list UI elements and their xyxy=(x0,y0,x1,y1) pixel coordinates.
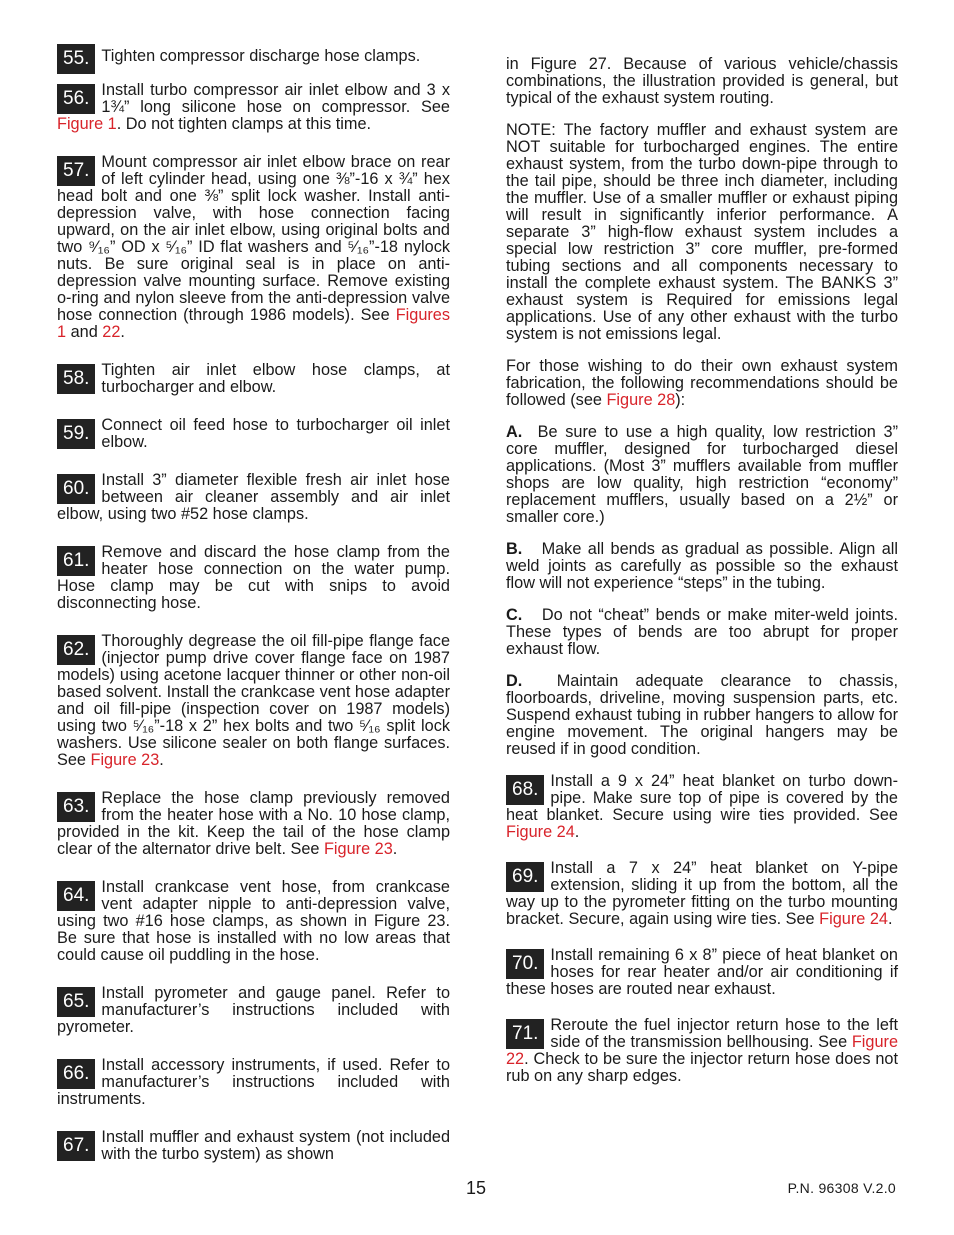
step-67-continued: in Figure 27. Because of various vehicle/chassis combinations, the illustration provided is general, but typical of the exhaust system routing. xyxy=(506,55,898,107)
step-text: Install 3” diameter flexible fresh air inlet hose between air cleaner assembly and air inlet elbow, using two #52 hose clamps. xyxy=(57,471,450,523)
figure-link[interactable]: Figure 22 xyxy=(506,1033,898,1068)
step-text-end: . xyxy=(159,751,164,769)
step-number: 69. xyxy=(506,862,544,892)
figure-link[interactable]: Figure 24 xyxy=(819,910,888,928)
figure-link[interactable]: 22 xyxy=(102,323,121,341)
step-number: 65. xyxy=(57,987,95,1017)
part-number: P.N. 96308 V.2.0 xyxy=(787,1180,896,1196)
step-67 xyxy=(57,1129,450,1163)
step-text-mid: and xyxy=(66,323,103,341)
step-text-end: . xyxy=(120,323,125,341)
step-70 xyxy=(506,947,898,998)
step-text: Tighten compressor discharge hose clamps. xyxy=(101,47,421,65)
step-number: 55. xyxy=(57,44,95,74)
step-61 xyxy=(57,544,450,612)
step-number: 64. xyxy=(57,881,95,911)
recommendation-c xyxy=(506,607,898,658)
page-number: 15 xyxy=(466,1178,487,1198)
step-text: Install remaining 6 x 8” piece of heat blanket on hoses for rear heater and/or air conditioning if these hoses are routed near exhaust. xyxy=(506,946,898,998)
step-number: 58. xyxy=(57,364,95,394)
step-56 xyxy=(57,82,450,133)
rec-text: Maintain adequate clearance to chassis, floorboards, driveline, moving suspension parts, etc. Suspend exhaust tubing in rubber hangers to allow for engine movement. The original hangers may be reused if in good condition. xyxy=(506,672,898,758)
step-60 xyxy=(57,472,450,523)
step-number: 59. xyxy=(57,419,95,449)
step-65 xyxy=(57,985,450,1036)
figure-link[interactable]: Figure 24 xyxy=(506,823,575,841)
step-text: Install a 7 x 24” heat blanket on Y-pipe extension, sliding it up from the bottom, all the way up to the pyrometer fitting on the turbo mounting bracket. Secure, again using wire ties. See xyxy=(506,859,898,928)
step-57 xyxy=(57,154,450,341)
rec-label: B. xyxy=(506,540,523,558)
step-number: 62. xyxy=(57,635,95,665)
step-58 xyxy=(57,362,450,396)
recommendation-d xyxy=(506,673,898,758)
step-text: Thoroughly degrease the oil fill-pipe flange face (injector pump drive cover flange face on 1987 models) using acetone lacquer thinner or other non-oil based solvent. Install the crankcase vent hose adapter and oil fill-pipe (inspection cover on 1987 models) using two ⁵⁄₁₆”-18 x 2” hex bolts and two ⁵⁄₁₆ split lock washers. Use silicone sealer on both flange surfaces. See xyxy=(57,632,450,769)
step-71 xyxy=(506,1017,898,1085)
fab-text-end: ): xyxy=(675,391,686,409)
step-62 xyxy=(57,633,450,769)
figure-link[interactable]: Figure 28 xyxy=(606,391,676,409)
step-text-end: . xyxy=(574,823,580,841)
step-text: Install accessory instruments, if used. Refer to manufacturer’s instructions included with instruments. xyxy=(57,1056,450,1108)
step-text-end: . xyxy=(887,910,893,928)
step-number: 67. xyxy=(57,1131,95,1161)
rec-text: Make all bends as gradual as possible. Align all weld joints as carefully as possible so the exhaust flow will not experience “steps” in the tubing. xyxy=(506,540,898,592)
step-text: Connect oil feed hose to turbocharger oil inlet elbow. xyxy=(101,416,450,451)
figure-link[interactable]: Figures 1 xyxy=(57,306,450,341)
rec-label: D. xyxy=(506,672,523,690)
step-text-end: . Check to be sure the injector return hose does not rub on any sharp edges. xyxy=(506,1050,898,1085)
rec-label: A. xyxy=(506,423,523,441)
step-text: Remove and discard the hose clamp from the heater hose connection on the water pump. Hose clamp may be cut with snips to avoid disconnecting hose. xyxy=(57,543,450,612)
step-number: 60. xyxy=(57,474,95,504)
step-number: 57. xyxy=(57,156,95,186)
exhaust-note: NOTE: The factory muffler and exhaust system are NOT suitable for turbocharged engines. The entire exhaust system, from the turbo down-pipe through to the tail pipe, should be three inch diameter, including the muffler. Use of a smaller muffler or exhaust piping will result in significantly inferior performance. A separate 3” high-flow exhaust system includes a special low restriction 3” core muffler, pre-formed tubing sections and all components necessary to install the complete exhaust system. The BANKS 3” exhaust system is Required for emissions legal applications. Use of any other exhaust with the turbo system is not emissions legal. xyxy=(506,121,898,343)
step-number: 70. xyxy=(506,949,544,979)
step-number: 63. xyxy=(57,792,95,822)
step-text: Install turbo compressor air inlet elbow and 3 x 1¾” long silicone hose on compressor. See xyxy=(101,81,450,116)
recommendation-a xyxy=(506,424,898,526)
step-text: Reroute the fuel injector return hose to the left side of the transmission bellhousing. See xyxy=(550,1016,898,1051)
rec-text: Be sure to use a high quality, low restriction 3” core muffler, designed for turbocharged diesel applications. (Most 3” mufflers available from muffler shops are low quality, high restriction “economy” replacement mufflers, usually based on a 2½” or smaller core.) xyxy=(506,423,898,526)
figure-link[interactable]: Figure 23 xyxy=(90,751,160,769)
step-number: 56. xyxy=(57,84,95,114)
step-text: Replace the hose clamp previously removed from the heater hose with a No. 10 hose clamp, provided in the kit. Keep the tail of the hose clamp clear of the alternator drive belt. See xyxy=(57,789,450,858)
step-text: Tighten air inlet elbow hose clamps, at turbocharger and elbow. xyxy=(101,361,450,396)
step-55 xyxy=(57,42,450,69)
fabrication-intro xyxy=(506,358,898,409)
left-column xyxy=(57,38,450,1163)
figure-link[interactable]: Figure 1 xyxy=(57,115,117,133)
step-64 xyxy=(57,879,450,964)
step-text: Install a 9 x 24” heat blanket on turbo down-pipe. Make sure top of pipe is covered by the heat blanket. Secure using wire ties provided. See xyxy=(506,772,898,824)
step-text: Install pyrometer and gauge panel. Refer to manufacturer’s instructions included with pyrometer. xyxy=(57,984,450,1036)
step-text: Install muffler and exhaust system (not included with the turbo system) as shown xyxy=(101,1128,450,1163)
step-text: Mount compressor air inlet elbow brace on rear of left cylinder head, using one ⅜”-16 x ¾” hex head bolt and one ⅜” split lock washer. Install anti-depression valve, with hose connection facing upward, on the air inlet elbow, using original bolts and two ⁹⁄₁₆” OD x ⁵⁄₁₆” ID flat washers and ⁵⁄₁₆”-18 nylock nuts. Be sure original seal is in place on anti-depression valve mounting surface. Remove existing o-ring and nylon sleeve from the anti-depression valve hose connection (through 1986 models). See xyxy=(57,153,450,324)
step-63 xyxy=(57,790,450,858)
step-69 xyxy=(506,860,898,928)
fab-text: For those wishing to do their own exhaust system fabrication, the following recommendations should be followed (see xyxy=(506,357,898,409)
right-column xyxy=(506,56,898,1085)
step-text-end: . xyxy=(392,840,398,858)
step-number: 66. xyxy=(57,1059,95,1089)
step-59 xyxy=(57,417,450,451)
figure-link[interactable]: Figure 23 xyxy=(323,840,393,858)
step-66 xyxy=(57,1057,450,1108)
rec-text: Do not “cheat” bends or make miter-weld joints. These types of bends are too abrupt for proper exhaust flow. xyxy=(506,606,898,658)
recommendation-b xyxy=(506,541,898,592)
step-number: 71. xyxy=(506,1019,544,1049)
step-number: 61. xyxy=(57,546,95,576)
step-68 xyxy=(506,773,898,841)
rec-label: C. xyxy=(506,606,523,624)
step-text: Install crankcase vent hose, from crankcase vent adapter nipple to anti-depression valve, using two #16 hose clamps, as shown in Figure 23. Be sure that hose is installed with no low areas that could cause oil puddling in the hose. xyxy=(57,878,450,964)
step-text-end: . Do not tighten clamps at this time. xyxy=(116,115,372,133)
step-number: 68. xyxy=(506,775,544,805)
